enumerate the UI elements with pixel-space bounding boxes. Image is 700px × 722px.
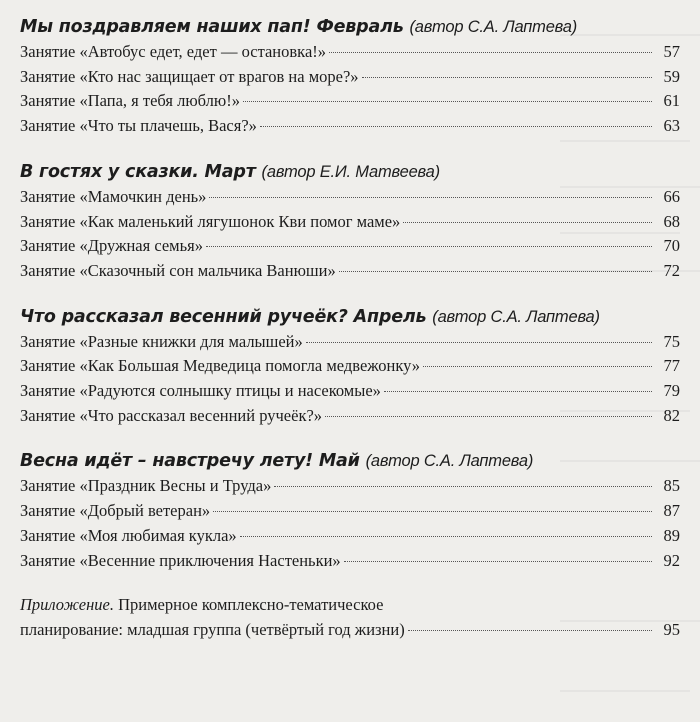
- leader-dots: [403, 222, 652, 223]
- toc-entry[interactable]: [20, 499, 680, 524]
- section-heading: Мы поздравляем наших пап! Февраль (автор С.А. Лаптева): [20, 17, 577, 37]
- toc-entry[interactable]: [20, 185, 680, 210]
- toc-entry[interactable]: [20, 114, 680, 139]
- entry-title: Занятие «Добрый ветеран»: [20, 501, 211, 521]
- leader-dots: [213, 511, 652, 512]
- page-number: 77: [663, 356, 680, 376]
- toc-entry[interactable]: [20, 379, 680, 404]
- toc-entry[interactable]: [20, 354, 680, 379]
- toc-section-may: [20, 448, 680, 573]
- page-number: 59: [663, 66, 680, 86]
- toc-entry[interactable]: [20, 234, 680, 259]
- leader-dots: [362, 77, 652, 78]
- page-number: 57: [663, 42, 680, 61]
- entry-title: Занятие «Кто нас защищает от врагов на море?»: [20, 66, 359, 86]
- table-of-contents: [20, 14, 680, 643]
- toc-appendix[interactable]: [20, 593, 680, 642]
- section-author: (автор С.А. Лаптева): [432, 307, 600, 326]
- toc-entry[interactable]: [20, 524, 680, 549]
- toc-section-february: [20, 14, 680, 139]
- page-number: 92: [663, 550, 680, 570]
- page-number: 70: [663, 236, 680, 256]
- section-heading: Весна идёт – навстречу лету! Май (автор С.А. Лаптева): [20, 451, 534, 472]
- appendix-title-part-1: Примерное комплексно-тематическое: [118, 595, 384, 615]
- toc-section-april: [20, 304, 680, 429]
- entry-title: Занятие «Что рассказал весенний ручеёк?»: [20, 405, 323, 425]
- entry-title: Занятие «Сказочный сон мальчика Ванюши»: [20, 260, 336, 280]
- page-number: 66: [663, 186, 680, 206]
- leader-dots: [325, 416, 652, 417]
- entry-title: Занятие «Что ты плачешь, Вася?»: [20, 116, 257, 136]
- leader-dots: [408, 630, 652, 631]
- page-number: 72: [663, 260, 680, 280]
- leader-dots: [209, 197, 652, 198]
- toc-entry[interactable]: [20, 210, 680, 235]
- leader-dots: [344, 561, 652, 562]
- toc-entry[interactable]: [20, 474, 680, 499]
- leader-dots: [240, 536, 652, 537]
- leader-dots: [243, 101, 652, 102]
- page-number: 95: [663, 619, 680, 639]
- entry-title: Занятие «Мамочкин день»: [20, 186, 207, 206]
- page-number: 79: [663, 381, 680, 401]
- section-heading: Что рассказал весенний ручеёк? Апрель (автор С.А. Лаптева): [20, 306, 600, 327]
- entry-title: Занятие «Праздник Весны и Труда»: [20, 476, 272, 496]
- entry-title: Занятие «Автобус едет, едет — остановка!»: [20, 42, 327, 61]
- leader-dots: [423, 366, 652, 367]
- toc-entry[interactable]: [20, 259, 680, 284]
- page-number: 89: [663, 525, 680, 545]
- leader-dots: [306, 342, 652, 343]
- page-number: 75: [663, 331, 680, 351]
- toc-entry[interactable]: [20, 40, 680, 65]
- toc-entry[interactable]: [20, 330, 680, 355]
- entry-title: Занятие «Разные книжки для малышей»: [20, 331, 303, 351]
- toc-section-march: [20, 159, 680, 284]
- appendix-line-2: [20, 618, 680, 643]
- leader-dots: [384, 391, 652, 392]
- page-number: 87: [663, 501, 680, 521]
- appendix-line-1: [20, 593, 680, 618]
- leader-dots: [206, 246, 652, 247]
- entry-title: Занятие «Как маленький лягушонок Кви помог маме»: [20, 211, 401, 231]
- toc-entry[interactable]: [20, 89, 680, 114]
- toc-entry[interactable]: [20, 549, 680, 574]
- entry-title: Занятие «Папа, я тебя люблю!»: [20, 91, 240, 111]
- page-number: 85: [663, 476, 680, 496]
- toc-entry[interactable]: [20, 65, 680, 90]
- appendix-label: Приложение.: [20, 595, 114, 615]
- section-author: (автор С.А. Лаптева): [409, 18, 577, 36]
- entry-title: Занятие «Весенние приключения Настеньки»: [20, 550, 341, 570]
- page-number: 82: [663, 405, 680, 425]
- entry-title: Занятие «Дружная семья»: [20, 236, 203, 256]
- section-heading: В гостях у сказки. Март (автор Е.И. Матвеева): [20, 161, 440, 182]
- appendix-title-part-2: планирование: младшая группа (четвёртый год жизни): [20, 619, 405, 639]
- leader-dots: [260, 126, 652, 127]
- entry-title: Занятие «Моя любимая кукла»: [20, 525, 237, 545]
- page-number: 63: [663, 116, 680, 136]
- entry-title: Занятие «Радуются солнышку птицы и насекомые»: [20, 381, 381, 401]
- section-author: (автор Е.И. Матвеева): [261, 162, 440, 181]
- leader-dots: [339, 271, 652, 272]
- entry-title: Занятие «Как Большая Медведица помогла медвежонку»: [20, 356, 421, 376]
- leader-dots: [329, 52, 652, 53]
- page-number: 68: [663, 211, 680, 231]
- page-number: 61: [663, 91, 680, 111]
- section-author: (автор С.А. Лаптева): [365, 452, 534, 471]
- toc-entry[interactable]: [20, 404, 680, 429]
- leader-dots: [274, 486, 652, 487]
